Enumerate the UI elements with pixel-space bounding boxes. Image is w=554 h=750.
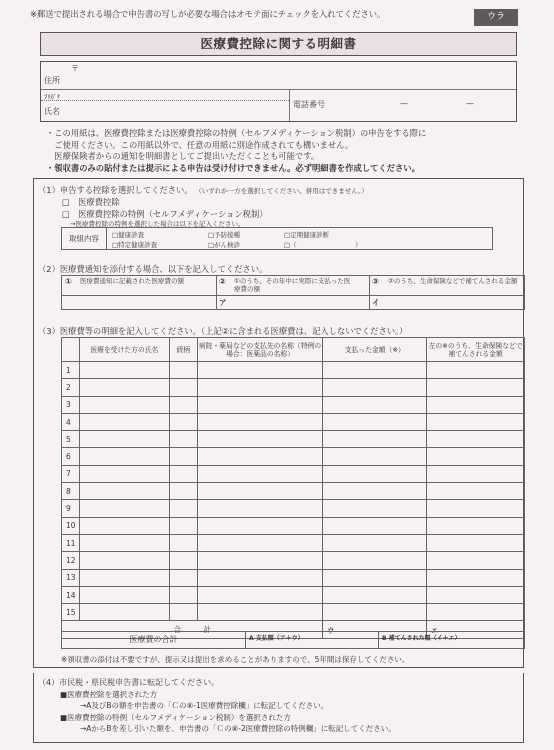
table-row: 2 bbox=[62, 379, 525, 396]
option-medical-deduction[interactable]: □ 医療費控除 bbox=[62, 197, 120, 207]
table-row: 12 bbox=[62, 552, 525, 569]
note-line-emphasis: ・領収書のみの貼付または提示による申告は受け付けできません。必ず明細書を作成してください。 bbox=[46, 162, 420, 173]
total-e[interactable]: エ bbox=[427, 621, 525, 638]
table-row: 6 bbox=[62, 448, 525, 465]
header-relationship: 続柄 bbox=[169, 338, 197, 362]
phone-dash-1: — bbox=[400, 99, 408, 108]
name-label: 氏名 bbox=[44, 107, 60, 116]
checkbox-kenko-shinsa[interactable]: □健康診査 bbox=[112, 231, 145, 239]
checkbox-yobo-sesshu[interactable]: □予防接種 bbox=[208, 231, 241, 239]
col3-label: ②のうち、生命保険などで補てんされる金額 bbox=[388, 277, 518, 285]
table-row: 5 bbox=[62, 431, 525, 448]
option2-note: →医療費控除の特例を選択した場合は以下を記入ください。 bbox=[70, 220, 245, 228]
table-row: 7 bbox=[62, 465, 525, 482]
input-col1[interactable] bbox=[62, 296, 215, 309]
address-block bbox=[40, 61, 517, 122]
table-row: 14 bbox=[62, 586, 525, 603]
input-col2[interactable] bbox=[217, 296, 368, 309]
note-line: ・この用紙は、医療費控除または医療費控除の特例（セルフメディケーション税制）の申告をする際に bbox=[46, 128, 427, 138]
note-line: ご使用ください。この用紙以外で、任意の用紙に別途作成されても構いません。 bbox=[46, 139, 354, 150]
checkbox-other[interactable]: □（ ） bbox=[284, 241, 362, 249]
note-line: 医療保険者からの通知を明細書としてご提出いただくことも可能です。 bbox=[46, 151, 320, 161]
total-u[interactable]: ウ bbox=[323, 621, 427, 638]
address-label: 住所 bbox=[44, 76, 60, 85]
checkbox-tokutei-kenshin[interactable]: □特定健康診査 bbox=[112, 241, 158, 249]
table-row: 4 bbox=[62, 413, 525, 430]
header-reimbursed: 左の※のうち、生命保険などで補てんされる金額 bbox=[427, 338, 525, 362]
furigana-label: ﾌﾘｶﾞﾅ bbox=[44, 93, 61, 101]
col2-label: ①のうち、その年中に実際に支払った医療費の額 bbox=[234, 277, 351, 293]
sum-label: 医療費の合計 bbox=[62, 632, 246, 648]
table-row: 11 bbox=[62, 534, 525, 551]
col1-label: 医療費通知に記載された医療費の額 bbox=[80, 277, 184, 285]
input-col3[interactable] bbox=[370, 296, 524, 309]
sum-a-field[interactable]: A 支払額（ア＋ウ） bbox=[247, 632, 379, 648]
col2-num: ② bbox=[219, 277, 226, 286]
table-row: 8 bbox=[62, 483, 525, 500]
checkbox-gan-kenshin[interactable]: □がん検診 bbox=[208, 241, 241, 249]
sum-b-field[interactable]: B 補てんされた額（イ＋エ） bbox=[382, 635, 461, 642]
total-label: 合 計 bbox=[62, 621, 323, 638]
header-patient-name: 医療を受けた方の氏名 bbox=[79, 338, 169, 362]
col3-num: ③ bbox=[372, 277, 379, 286]
section4-line1: ■医療費控除を選択された方 bbox=[60, 690, 158, 699]
section2-heading: （2）医療費通知を添付する場合、以下を記入してください。 bbox=[38, 264, 268, 274]
top-note: ※郵送で提出される場合で申告書の写しが必要な場合はオモテ面にチェックを入れてください。 bbox=[30, 10, 386, 20]
section4-line2: →A及びBの額を申告書の「Ｃの⑧-1医療費控除欄」に転記してください。 bbox=[80, 701, 329, 710]
table-row: 10 bbox=[62, 517, 525, 534]
section3-heading: （3）医療費等の明細を記入してください。（上記②に含まれる医療費は、記入しないでください。） bbox=[38, 326, 408, 336]
torikumi-box bbox=[61, 227, 493, 250]
receipt-note: ※領収書の添付は不要ですが、提示又は提出を求めることがありますので、5年間は保存してください。 bbox=[61, 655, 410, 664]
phone-dash-2: — bbox=[466, 99, 474, 108]
table-row: 9 bbox=[62, 500, 525, 517]
phone-field[interactable] bbox=[289, 90, 517, 121]
option-self-medication[interactable]: □ 医療費控除の特例（セルフメディケーション税制） bbox=[62, 209, 268, 219]
table-row: 15 bbox=[62, 604, 525, 621]
expense-detail-table bbox=[61, 337, 525, 639]
table-row: 13 bbox=[62, 569, 525, 586]
notice-table bbox=[61, 275, 525, 310]
form-title: 医療費控除に関する明細書 bbox=[40, 32, 517, 56]
postal-mark: 〒 bbox=[71, 64, 79, 73]
section4-line3: ■医療費控除の特例（セルフメディケーション税制）を選択された方 bbox=[60, 713, 291, 722]
header-payee: 病院・薬局などの支払先の名称（特例の場合：医薬品の名称） bbox=[197, 338, 323, 362]
phone-label: 電話番号 bbox=[293, 100, 325, 109]
section4-line4: →AからBを差し引いた額を、申告書の「Ｃの⑧-2医療費控除の特例欄」に転記してください。 bbox=[80, 724, 396, 733]
col1-num: ① bbox=[65, 277, 72, 286]
table-row: 3 bbox=[62, 396, 525, 413]
table-row: 1 bbox=[62, 362, 525, 379]
torikumi-label: 取組内容 bbox=[62, 228, 107, 249]
mark-i: イ bbox=[372, 298, 380, 307]
mark-a: ア bbox=[219, 298, 227, 307]
furigana-divider bbox=[41, 100, 289, 101]
address-row[interactable] bbox=[41, 62, 516, 90]
sum-row bbox=[61, 631, 525, 649]
side-label-badge: ウラ bbox=[474, 9, 518, 26]
checkbox-teiki-kenshin[interactable]: □定期健康診断 bbox=[284, 231, 330, 239]
header-amount-paid: 支払った金額（※） bbox=[323, 338, 427, 362]
section4-heading: （4）市民税・県民税申告書に転記してください。 bbox=[38, 678, 220, 687]
table-header-row bbox=[62, 338, 525, 362]
section1-heading: （1）申告する控除を選択してください。 （いずれか一方を選択してください。併用はできません。） bbox=[38, 185, 368, 195]
usage-notes bbox=[46, 128, 516, 174]
